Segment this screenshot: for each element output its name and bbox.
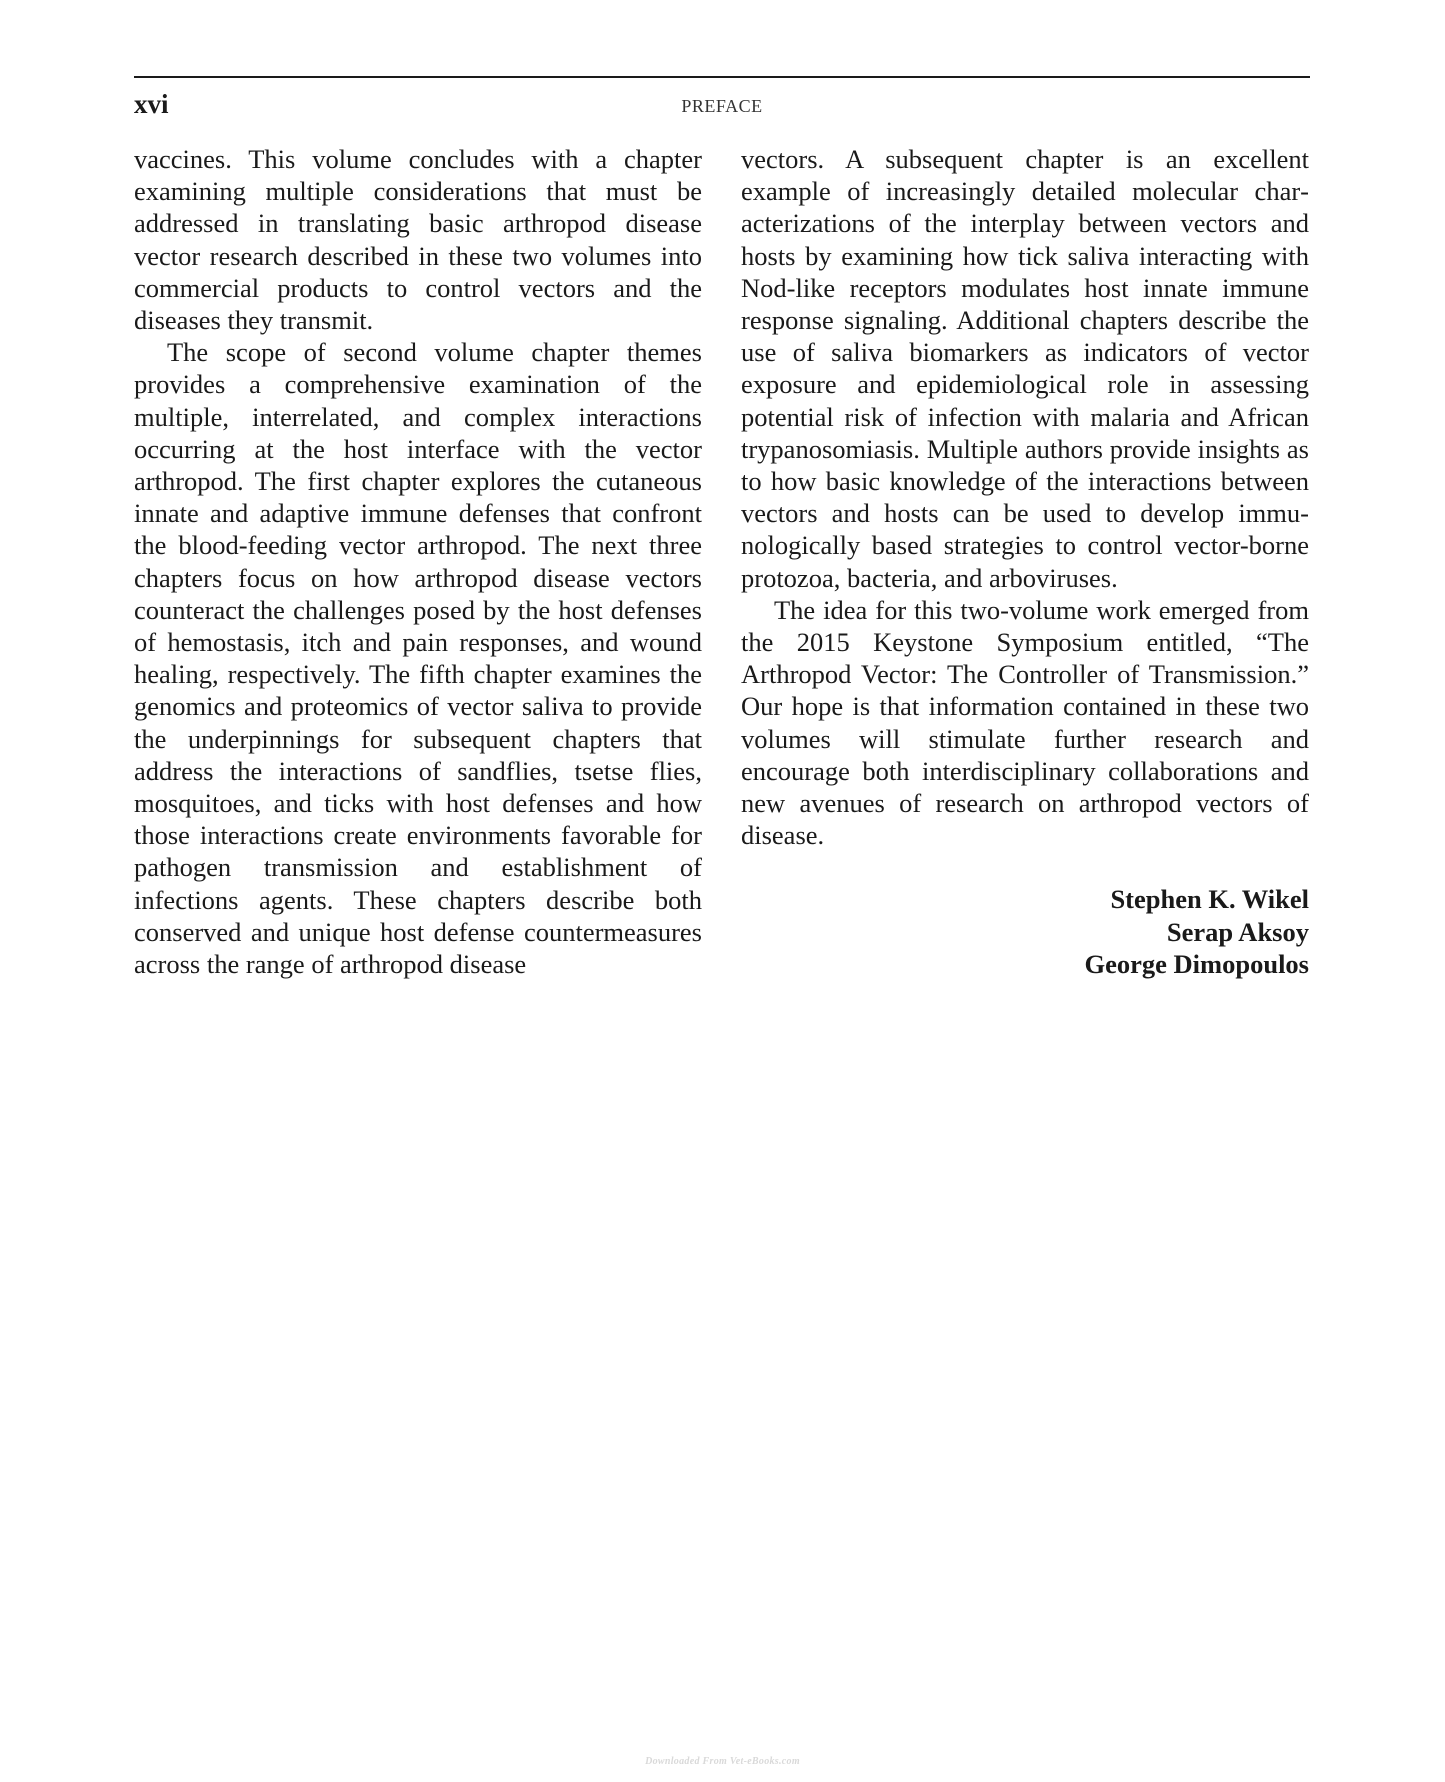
left-paragraph-1: vaccines. This volume concludes with a chapter examining multiple considerations that must be addressed in translating basic arthropod disease vector research described in these two volumes into commercial products to control vectors and the diseases they transmit.: [134, 144, 702, 336]
right-column: [741, 143, 1309, 980]
running-head: PREFACE: [681, 96, 763, 116]
left-column: [134, 143, 702, 980]
signature-name: Serap Aksoy: [1166, 916, 1309, 947]
right-paragraph-1: vectors. A subsequent chapter is an excellent example of increasingly detailed molecular characterizations of the interplay between vectors and hosts by examining how tick saliva interacting with Nod-like receptors modulates host innate immune response signaling. Additional chapters describe the use of saliva biomarkers as indicators of vector exposure and epidemiological role in assessing potential risk of infection with malaria and African trypanosomiasis. Multiple authors provide insights as to how basic knowledge of the interactions between vectors and hosts can be used to develop immunologically based strategies to control vector-borne protozoa, bacteria, and arboviruses.: [741, 144, 1309, 593]
signature-name: George Dimopoulos: [1084, 948, 1309, 979]
header-rule: [134, 76, 1310, 78]
left-paragraph-2: The scope of second volume chapter themes provides a comprehensive examination of the multiple, interrelated, and complex interactions occurring at the host interface with the vector arthropod. The first chapter explores the cutaneous innate and adaptive immune defenses that confront the blood-feeding vector arthropod. The next three chapters focus on how arthropod disease vectors counteract the challenges posed by the host defenses of hemostasis, itch and pain responses, and wound healing, respectively. The fifth chapter examines the genomics and proteomics of vector saliva to provide the underpinnings for subsequent chapters that address the interactions of sandflies, tsetse flies, mosquitoes, and ticks with host defenses and how those interactions create environments favorable for pathogen transmission and establishment of infections agents. These chapters describe both conserved and unique host defense countermeasures across the range of arthropod disease: [134, 337, 702, 980]
page-number: xvi: [134, 89, 169, 119]
footer-watermark: Downloaded From Vet-eBooks.com: [645, 1756, 800, 1767]
right-paragraph-2: The idea for this two-volume work emerged from the 2015 Keystone Symposium entitled, “The Arthropod Vector: The Controller of Transmission.” Our hope is that information contained in these two volumes will stimulate further research and encourage both interdisciplinary collaborations and new avenues of research on arthropod vectors of disease.: [741, 594, 1309, 851]
signature-block: [741, 883, 1309, 980]
signature-name: Stephen K. Wikel: [1110, 884, 1309, 915]
